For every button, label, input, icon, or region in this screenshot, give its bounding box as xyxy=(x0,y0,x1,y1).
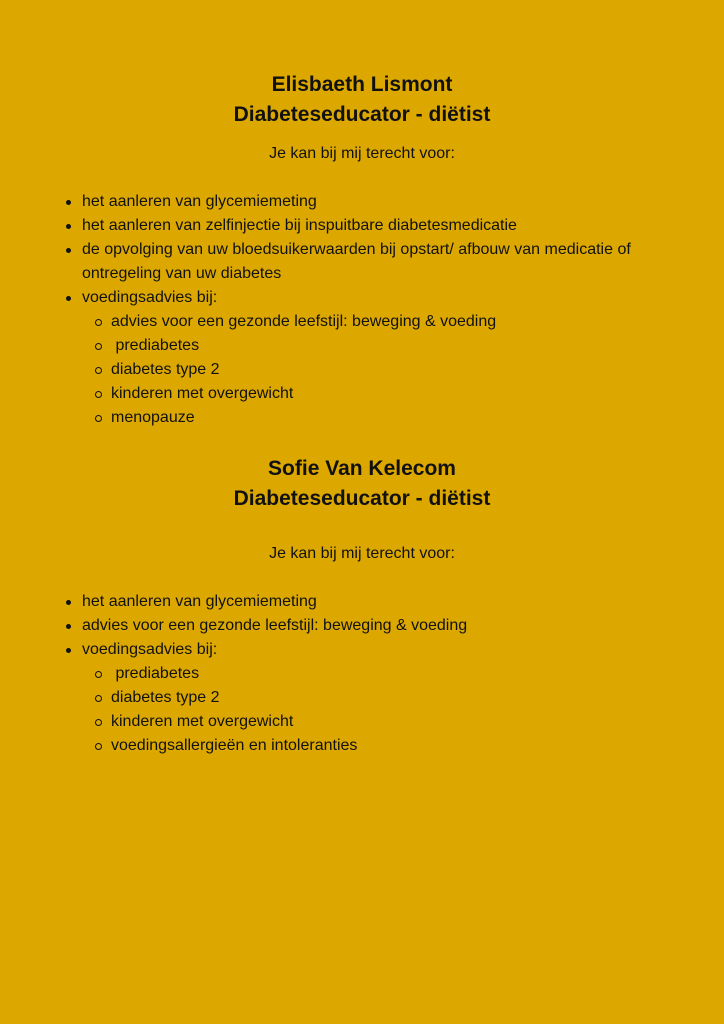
bullet-icon xyxy=(66,224,71,229)
list-item-text: voedingsadvies bij: xyxy=(82,641,218,658)
sublist-item-text: menopauze xyxy=(111,409,195,426)
educator-section-2 xyxy=(0,454,724,758)
sublist-item xyxy=(111,382,682,406)
sublist-item-text: prediabetes xyxy=(111,665,200,682)
bullet-icon xyxy=(66,624,71,629)
list-item xyxy=(82,638,682,758)
list-item xyxy=(82,286,682,430)
list-item-text: advies voor een gezonde leefstijl: beweging & voeding xyxy=(82,617,468,634)
sublist-item xyxy=(111,334,682,358)
intro-text: Je kan bij mij terecht voor: xyxy=(269,145,455,162)
circle-bullet-icon xyxy=(95,391,102,398)
list-item xyxy=(82,214,682,238)
circle-bullet-icon xyxy=(95,695,102,702)
sublist-item xyxy=(111,734,682,758)
circle-bullet-icon xyxy=(95,743,102,750)
circle-bullet-icon xyxy=(95,671,102,678)
educator-section-1 xyxy=(0,70,724,430)
list-item xyxy=(82,190,682,214)
services-list xyxy=(0,190,682,430)
bullet-icon xyxy=(66,200,71,205)
sublist-item-text: diabetes type 2 xyxy=(111,361,220,378)
list-item-text: het aanleren van glycemiemeting xyxy=(82,593,317,610)
sublist-item-text: prediabetes xyxy=(111,337,200,354)
list-item-text: het aanleren van glycemiemeting xyxy=(82,193,317,210)
list-item xyxy=(82,238,682,286)
nutrition-sublist xyxy=(82,310,682,430)
sublist-item xyxy=(111,310,682,334)
sublist-item-text: kinderen met overgewicht xyxy=(111,385,294,402)
sublist-item xyxy=(111,358,682,382)
sublist-item xyxy=(111,406,682,430)
sublist-item-text: diabetes type 2 xyxy=(111,689,220,706)
list-item-text: het aanleren van zelfinjectie bij inspuitbare diabetesmedicatie xyxy=(82,217,517,234)
circle-bullet-icon xyxy=(95,319,102,326)
intro-text: Je kan bij mij terecht voor: xyxy=(269,545,455,562)
bullet-icon xyxy=(66,648,71,653)
circle-bullet-icon xyxy=(95,343,102,350)
list-item xyxy=(82,614,682,638)
circle-bullet-icon xyxy=(95,719,102,726)
list-item xyxy=(82,590,682,614)
nutrition-sublist xyxy=(82,662,682,758)
sublist-item-text: advies voor een gezonde leefstijl: beweging & voeding xyxy=(111,313,497,330)
circle-bullet-icon xyxy=(95,367,102,374)
bullet-icon xyxy=(66,600,71,605)
bullet-icon xyxy=(66,296,71,301)
sublist-item xyxy=(111,710,682,734)
educator-name: Elisbaeth Lismont xyxy=(271,73,453,96)
educator-role: Diabeteseducator - diëtist xyxy=(233,487,491,510)
services-list xyxy=(0,590,682,758)
bullet-icon xyxy=(66,248,71,253)
list-item-text: voedingsadvies bij: xyxy=(82,289,218,306)
educator-role: Diabeteseducator - diëtist xyxy=(233,103,491,126)
circle-bullet-icon xyxy=(95,415,102,422)
educator-name: Sofie Van Kelecom xyxy=(268,457,456,480)
list-item-text: de opvolging van uw bloedsuikerwaarden bij opstart/ afbouw van medicatie of ontregeling van uw diabetes xyxy=(82,241,631,282)
sublist-item xyxy=(111,662,682,686)
sublist-item-text: kinderen met overgewicht xyxy=(111,713,294,730)
sublist-item xyxy=(111,686,682,710)
sublist-item-text: voedingsallergieën en intoleranties xyxy=(111,737,358,754)
